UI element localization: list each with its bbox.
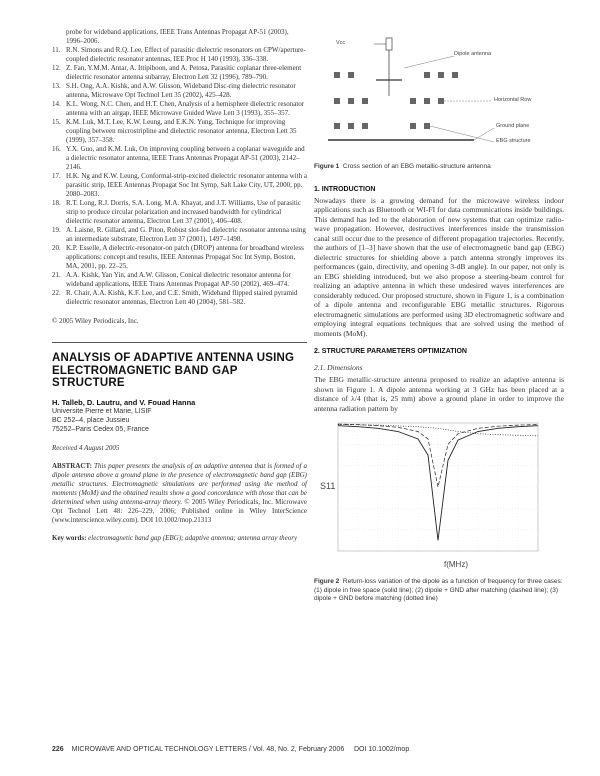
- figure-1-caption-text: Cross section of an EBG metallic-structure antenna: [342, 163, 491, 170]
- ground-leader: [474, 128, 494, 140]
- reference-number: 22.: [52, 289, 61, 297]
- reference-text: K.L. Wong, N.C. Chen, and H.T. Chen, Analysis of a hemisphere dielectric resonator antenna with an airgap, IEEE Microwave Guided Wave Lett 3 (1993), 355–357.: [66, 100, 305, 117]
- reference-number: 15.: [52, 118, 61, 126]
- doi: DOI 10.1002/mop: [353, 746, 410, 753]
- article-title: ANALYSIS OF ADAPTIVE ANTENNA USING ELECTROMAGNETIC BAND GAP STRUCTURE: [52, 352, 295, 389]
- reference-item: [52, 46, 307, 64]
- ebg-cell: [452, 72, 458, 78]
- horizontal-row-label: Horizontal Row: [494, 97, 532, 103]
- abstract-label: ABSTRACT:: [52, 461, 92, 470]
- page-number: 226: [52, 746, 64, 753]
- ebg-cell: [334, 72, 340, 78]
- reference-item: [52, 271, 307, 289]
- affiliation: [52, 407, 307, 434]
- keywords: [52, 534, 307, 543]
- ebg-row-top: [334, 72, 458, 78]
- right-column: [314, 28, 564, 604]
- reference-item: [52, 172, 307, 199]
- affiliation-line: 75252–Paris Cedex 05, France: [52, 425, 149, 433]
- figure-1-caption-label: Figure 1: [314, 163, 340, 170]
- reference-item: [52, 100, 307, 118]
- reference-text: S.H. Ong, A.A. Kishk, and A.W. Glisson, Wideband Disc-ring dielectric resonator antenna, Microwave Opt Technol Lett 35 (2002), 425–428.: [66, 82, 296, 99]
- ebg-cell: [334, 98, 340, 104]
- x-axis-label: f(MHz): [444, 560, 468, 569]
- dipole-label: Dipole antenna: [454, 51, 492, 57]
- section-1-heading: 1. INTRODUCTION: [314, 185, 376, 193]
- ground-plane-label: Ground plane: [496, 123, 530, 129]
- ebg-structure-label: EBG structure: [496, 138, 531, 144]
- reference-item: [52, 28, 307, 46]
- reference-item: [52, 289, 307, 307]
- reference-number: 12.: [52, 64, 61, 72]
- ebg-cell: [424, 98, 430, 104]
- affiliation-line: Universite Pierre et Marie, LISIF: [52, 407, 152, 415]
- reference-number: 13.: [52, 82, 61, 90]
- ebg-cell: [438, 98, 444, 104]
- reference-text: K.P. Esselle, A dielectric-resonator-on patch (DROP) antenna for broadband wireless applications: concept and results, IEEE Antennas Propagat Soc Int Symp, Boston, MA, 2001, pp. 22–25.: [66, 244, 304, 270]
- ebg-cell: [424, 72, 430, 78]
- reference-text: probe for wideband applications, IEEE Trans Antennas Propagat AP-51 (2003), 1996–2006.: [66, 28, 289, 45]
- figure-2: [314, 419, 564, 574]
- section-2-subheading: 2.1. Dimensions: [314, 363, 363, 372]
- journal-info: MICROWAVE AND OPTICAL TECHNOLOGY LETTERS / Vol. 48, No. 2, February 2006: [71, 746, 345, 753]
- ebg-row-bottom: [334, 123, 430, 129]
- reference-number: 19.: [52, 226, 61, 234]
- reference-text: Y.X. Guo, and K.M. Luk, On improving coupling between a coplanar waveguide and a dielectric resonator antenna, IEEE Trans Antennas Propagat AP-51 (2003), 2142–2146.: [66, 145, 305, 171]
- reference-text: R. Chair, A.A. Kishk, K.F. Lee, and C.E. Smith, Wideband flipped staired pyramid dielectric resonator antennas, Electron Lett 40 (2004), 581–582.: [66, 289, 298, 306]
- reference-number: 17.: [52, 172, 61, 180]
- reference-item: [52, 226, 307, 244]
- reference-number: 20.: [52, 244, 61, 252]
- reference-number: 14.: [52, 100, 61, 108]
- reference-text: R.N. Simons and R.Q. Lee, Effect of parasitic dielectric resonators on CPW/aperture-coupled dielectric resonator antennas, IEE Proc H 140 (1993), 336–338.: [66, 46, 306, 63]
- reference-item: [52, 145, 307, 172]
- copyright: © 2005 Wiley Periodicals, Inc.: [52, 317, 139, 325]
- page-footer: [52, 746, 564, 753]
- received-date: Received 4 August 2005: [52, 443, 120, 452]
- ebg-cell: [424, 123, 430, 129]
- figure-1-diagram: [314, 28, 564, 153]
- reference-number: 11.: [52, 46, 61, 54]
- ebg-cell: [348, 98, 354, 104]
- ebg-cell: [334, 123, 340, 129]
- abstract-italic: This paper presents the analysis of an adaptive antenna that is formed of a dipole antenna above a ground plane in the presence of electromagnetic band gap (EBG) metallic structures. Electromagnetic simulations are performed using the method of moments (MoM) and the obtained results show a good concordance with those that can be determined when using antenna-array theory.: [52, 461, 307, 506]
- section-2-heading: 2. STRUCTURE PARAMETERS OPTIMIZATION: [314, 348, 467, 355]
- ebg-row-mid: [334, 98, 444, 104]
- ebg-cell: [348, 72, 354, 78]
- vcc-source: [386, 38, 392, 50]
- section-1-text: Nowadays there is a growing demand for the microwave wireless indoor applications such as Bluetooth or WI-FI for data communications inside buildings. This demand has led to the elaboration of new systems that can optimize radio-wave propagation. However, destructives interferences inside the transmission canal still occur due to the presence of different propagation trajectories. Recently, the authors of [1–3] have shown that the use of electromagnetic band gap (EBG) dielectric structures for shielding above a patch antenna strongly improves its performances (gain, directivity, and opening 3-dB angle). In our paper, not only is an EBG shielding introduced, but we also propose a steering-beam control for realizing an adaptive antenna in which these undesired waves interferences are considerably reduced. Our proposed structure, shown in Figure 1, is a combination of a dipole antenna and reconfigurable EBG metallic structures. Rigorous electromagnetic simulations are performed using 3D electromagnetic software and employing integral equations techniques that are solved using the method of moments (MoM).: [314, 195, 564, 338]
- vcc-label: Vcc: [336, 40, 346, 46]
- plot-grid: [338, 423, 538, 551]
- reference-item: [52, 244, 307, 271]
- ebg-cell: [348, 123, 354, 129]
- keywords-text: electromagnetic band gap (EBG); adaptive antenna; antenna array theory: [88, 533, 298, 542]
- ebg-cell: [362, 98, 368, 104]
- dipole-leader: [404, 56, 454, 68]
- reference-item: [52, 64, 307, 82]
- reference-text: R.T. Long, R.J. Dorris, S.A. Long, M.A. Khayat, and J.T. Williams, Use of parasitic strip to produce circular polarization and increased bandwidth for cylindrical dielectric resonator antenna, Electron Lett 37 (2001), 406–408.: [66, 199, 301, 225]
- reference-text: A.A. Kishk, Yan Yin, and A.W. Glisson, Conical dielectric resonator antenna for wideband applications, IEEE Trans Antennas Propagat AP-50 (2002), 469–474.: [66, 271, 291, 288]
- reference-list: [52, 28, 307, 307]
- article-authors: H. Talleb, D. Lautru, and V. Fouad Hanna: [52, 397, 196, 407]
- ebg-cell: [410, 98, 416, 104]
- reference-text: H.K. Ng and K.W. Leung, Conformal-strip-excited dielectric resonator antenna with a parasitic strip, IEEE Antennas Propagat Soc Int Symp, Salt Lake City, UT, 2000, pp. 2080–2083.: [66, 172, 307, 198]
- ebg-cell: [410, 123, 416, 129]
- figure-1: [314, 28, 564, 153]
- reference-text: Z. Fan, Y.M.M. Antar, A. Ittipiboon, and A. Petosa, Parasitic coplanar three-element dielectric resonator antenna subarray, Electron Lett 32 (1996), 789–790.: [66, 64, 302, 81]
- figure-2-caption-label: Figure 2: [314, 578, 340, 585]
- figure-2-caption: [314, 578, 564, 604]
- affiliation-line: BC 252–4, place Jussieu: [52, 416, 130, 424]
- left-column: [52, 28, 307, 543]
- reference-item: [52, 118, 307, 145]
- reference-number: 16.: [52, 145, 61, 153]
- y-axis-label: S11: [320, 481, 336, 491]
- reference-item: [52, 82, 307, 100]
- ebg-cell: [362, 123, 368, 129]
- keywords-label: Key words:: [52, 533, 87, 542]
- abstract: [52, 462, 307, 525]
- ebg-cell: [438, 72, 444, 78]
- figure-2-chart: [314, 419, 564, 574]
- abstract-rest: © 2005 Wiley Periodicals, Inc. Microwave Opt Technol Lett 48: 226–229, 2006; Published online in Wiley InterScience (www.interscience.wiley.com). DOI 10.1002/mop.21313: [52, 497, 308, 524]
- article-divider: [52, 342, 307, 343]
- reference-item: [52, 199, 307, 226]
- figure-2-caption-text: Return-loss variation of the dipole as a function of frequency for three cases: (1) dipole in free space (solid line); (2) dipole + GND after matching (dashed line); (3) dipole + GND before matching (dotted line): [314, 578, 563, 602]
- figure-1-caption: [314, 163, 564, 172]
- reference-number: 18.: [52, 199, 61, 207]
- reference-number: 21.: [52, 271, 61, 279]
- section-2-text: The EBG metallic-structure antenna proposed to realize an adaptive antenna is shown in Figure 1. A dipole antenna working at 3 GHz has been placed at a distance of λ/4 (that is, 25 mm) above a ground plane in order to improve the antenna radiation pattern by: [314, 375, 564, 413]
- reference-text: K.M. Luk, M.T. Lee, K.W. Leung, and E.K.N. Yung, Technique for improving coupling between microstripline and dielectric resonator antenna, Electron Lett 35 (1999), 357–358.: [66, 118, 297, 144]
- reference-text: A. Laisne, R. Gillard, and G. Piton, Robust slot-fed dielectric resonator antenna using an intermediate substrate, Electron Lett 37 (2001), 1497–1498.: [66, 226, 306, 243]
